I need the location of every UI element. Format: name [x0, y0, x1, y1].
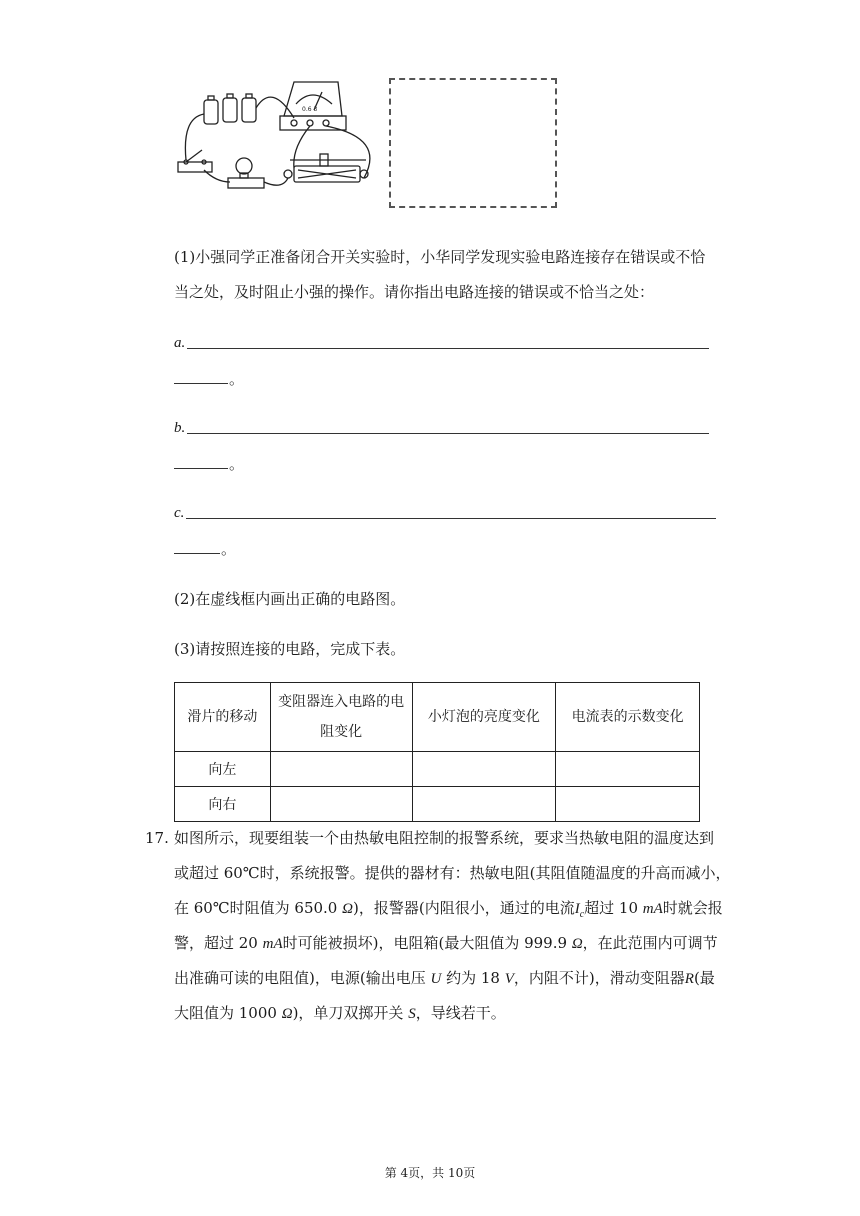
- answer-label-b: b.: [174, 420, 186, 436]
- circuit-illustration: [172, 78, 382, 204]
- q16-part1-line1: (1)小强同学正准备闭合开关实验时，小华同学发现实验电路连接存在错误或不恰: [174, 248, 706, 266]
- answer-line-c[interactable]: [186, 518, 716, 519]
- table-cell[interactable]: [412, 752, 556, 787]
- meter-scale-label: 0.6 3: [302, 106, 318, 113]
- q16-part1-line2: 当之处，及时阻止小强的操作。请你指出电路连接的错误或不恰当之处：: [174, 283, 655, 301]
- answer-line-c-cont[interactable]: [174, 553, 220, 554]
- observation-table: [174, 682, 700, 822]
- answer-end-c: 。: [221, 540, 237, 558]
- q16-part3: (3)请按照连接的电路，完成下表。: [174, 640, 406, 658]
- q17-line6: 大阻值为 1000 Ω)，单刀双掷开关 S，导线若干。: [174, 1004, 506, 1022]
- header-resistance-change: [270, 683, 412, 752]
- q16-part2: (2)在虚线框内画出正确的电路图。: [174, 590, 406, 608]
- table-row: [175, 787, 700, 822]
- answer-label-a: a.: [174, 335, 186, 351]
- table-header-row: [175, 683, 700, 752]
- q17-line4: 警，超过 20 mA时可能被损坏)，电阻箱(最大阻值为 999.9 Ω，在此范围内可调节: [174, 934, 718, 952]
- answer-line-a-cont[interactable]: [174, 383, 228, 384]
- switch-icon: [178, 150, 212, 172]
- bulb-icon: [228, 158, 264, 188]
- table-cell[interactable]: [270, 787, 412, 822]
- table-cell[interactable]: [556, 752, 700, 787]
- q17-number: 17.: [145, 829, 169, 847]
- table-cell[interactable]: [556, 787, 700, 822]
- page-footer: 第 4页，共 10页: [384, 1166, 476, 1180]
- answer-line-b-cont[interactable]: [174, 468, 228, 469]
- battery-icon: [204, 94, 256, 124]
- header-resistance-line1: 变阻器连入电路的电: [278, 694, 405, 710]
- table-row: [175, 752, 700, 787]
- row-left-label: 向左: [175, 752, 271, 787]
- header-slider-move: 滑片的移动: [175, 683, 271, 752]
- answer-line-b[interactable]: [187, 433, 709, 434]
- header-ammeter-reading: 电流表的示数变化: [556, 683, 700, 752]
- table-cell[interactable]: [270, 752, 412, 787]
- answer-label-c: c.: [174, 505, 185, 521]
- q17-line2: 或超过 60℃时，系统报警。提供的器材有：热敏电阻(其阻值随温度的升高而减小，: [174, 864, 731, 882]
- header-resistance-line2: 阻变化: [320, 724, 363, 740]
- answer-end-b: 。: [229, 455, 245, 473]
- row-right-label: 向右: [175, 787, 271, 822]
- header-bulb-brightness: 小灯泡的亮度变化: [412, 683, 556, 752]
- circuit-drawing-box: [389, 78, 557, 208]
- q17-line1: 如图所示，现要组装一个由热敏电阻控制的报警系统，要求当热敏电阻的温度达到: [174, 829, 715, 847]
- answer-end-a: 。: [229, 370, 245, 388]
- q17-line5: 出准确可读的电阻值)，电源(输出电压 U 约为 18 V，内阻不计)，滑动变阻器R(最: [174, 969, 715, 987]
- table-cell[interactable]: [412, 787, 556, 822]
- rheostat-icon: [284, 154, 368, 182]
- answer-line-a[interactable]: [187, 348, 709, 349]
- q17-line3: 在 60℃时阻值为 650.0 Ω)，报警器(内阻很小，通过的电流$I_c$超过 10 mA时就会报: [174, 899, 723, 920]
